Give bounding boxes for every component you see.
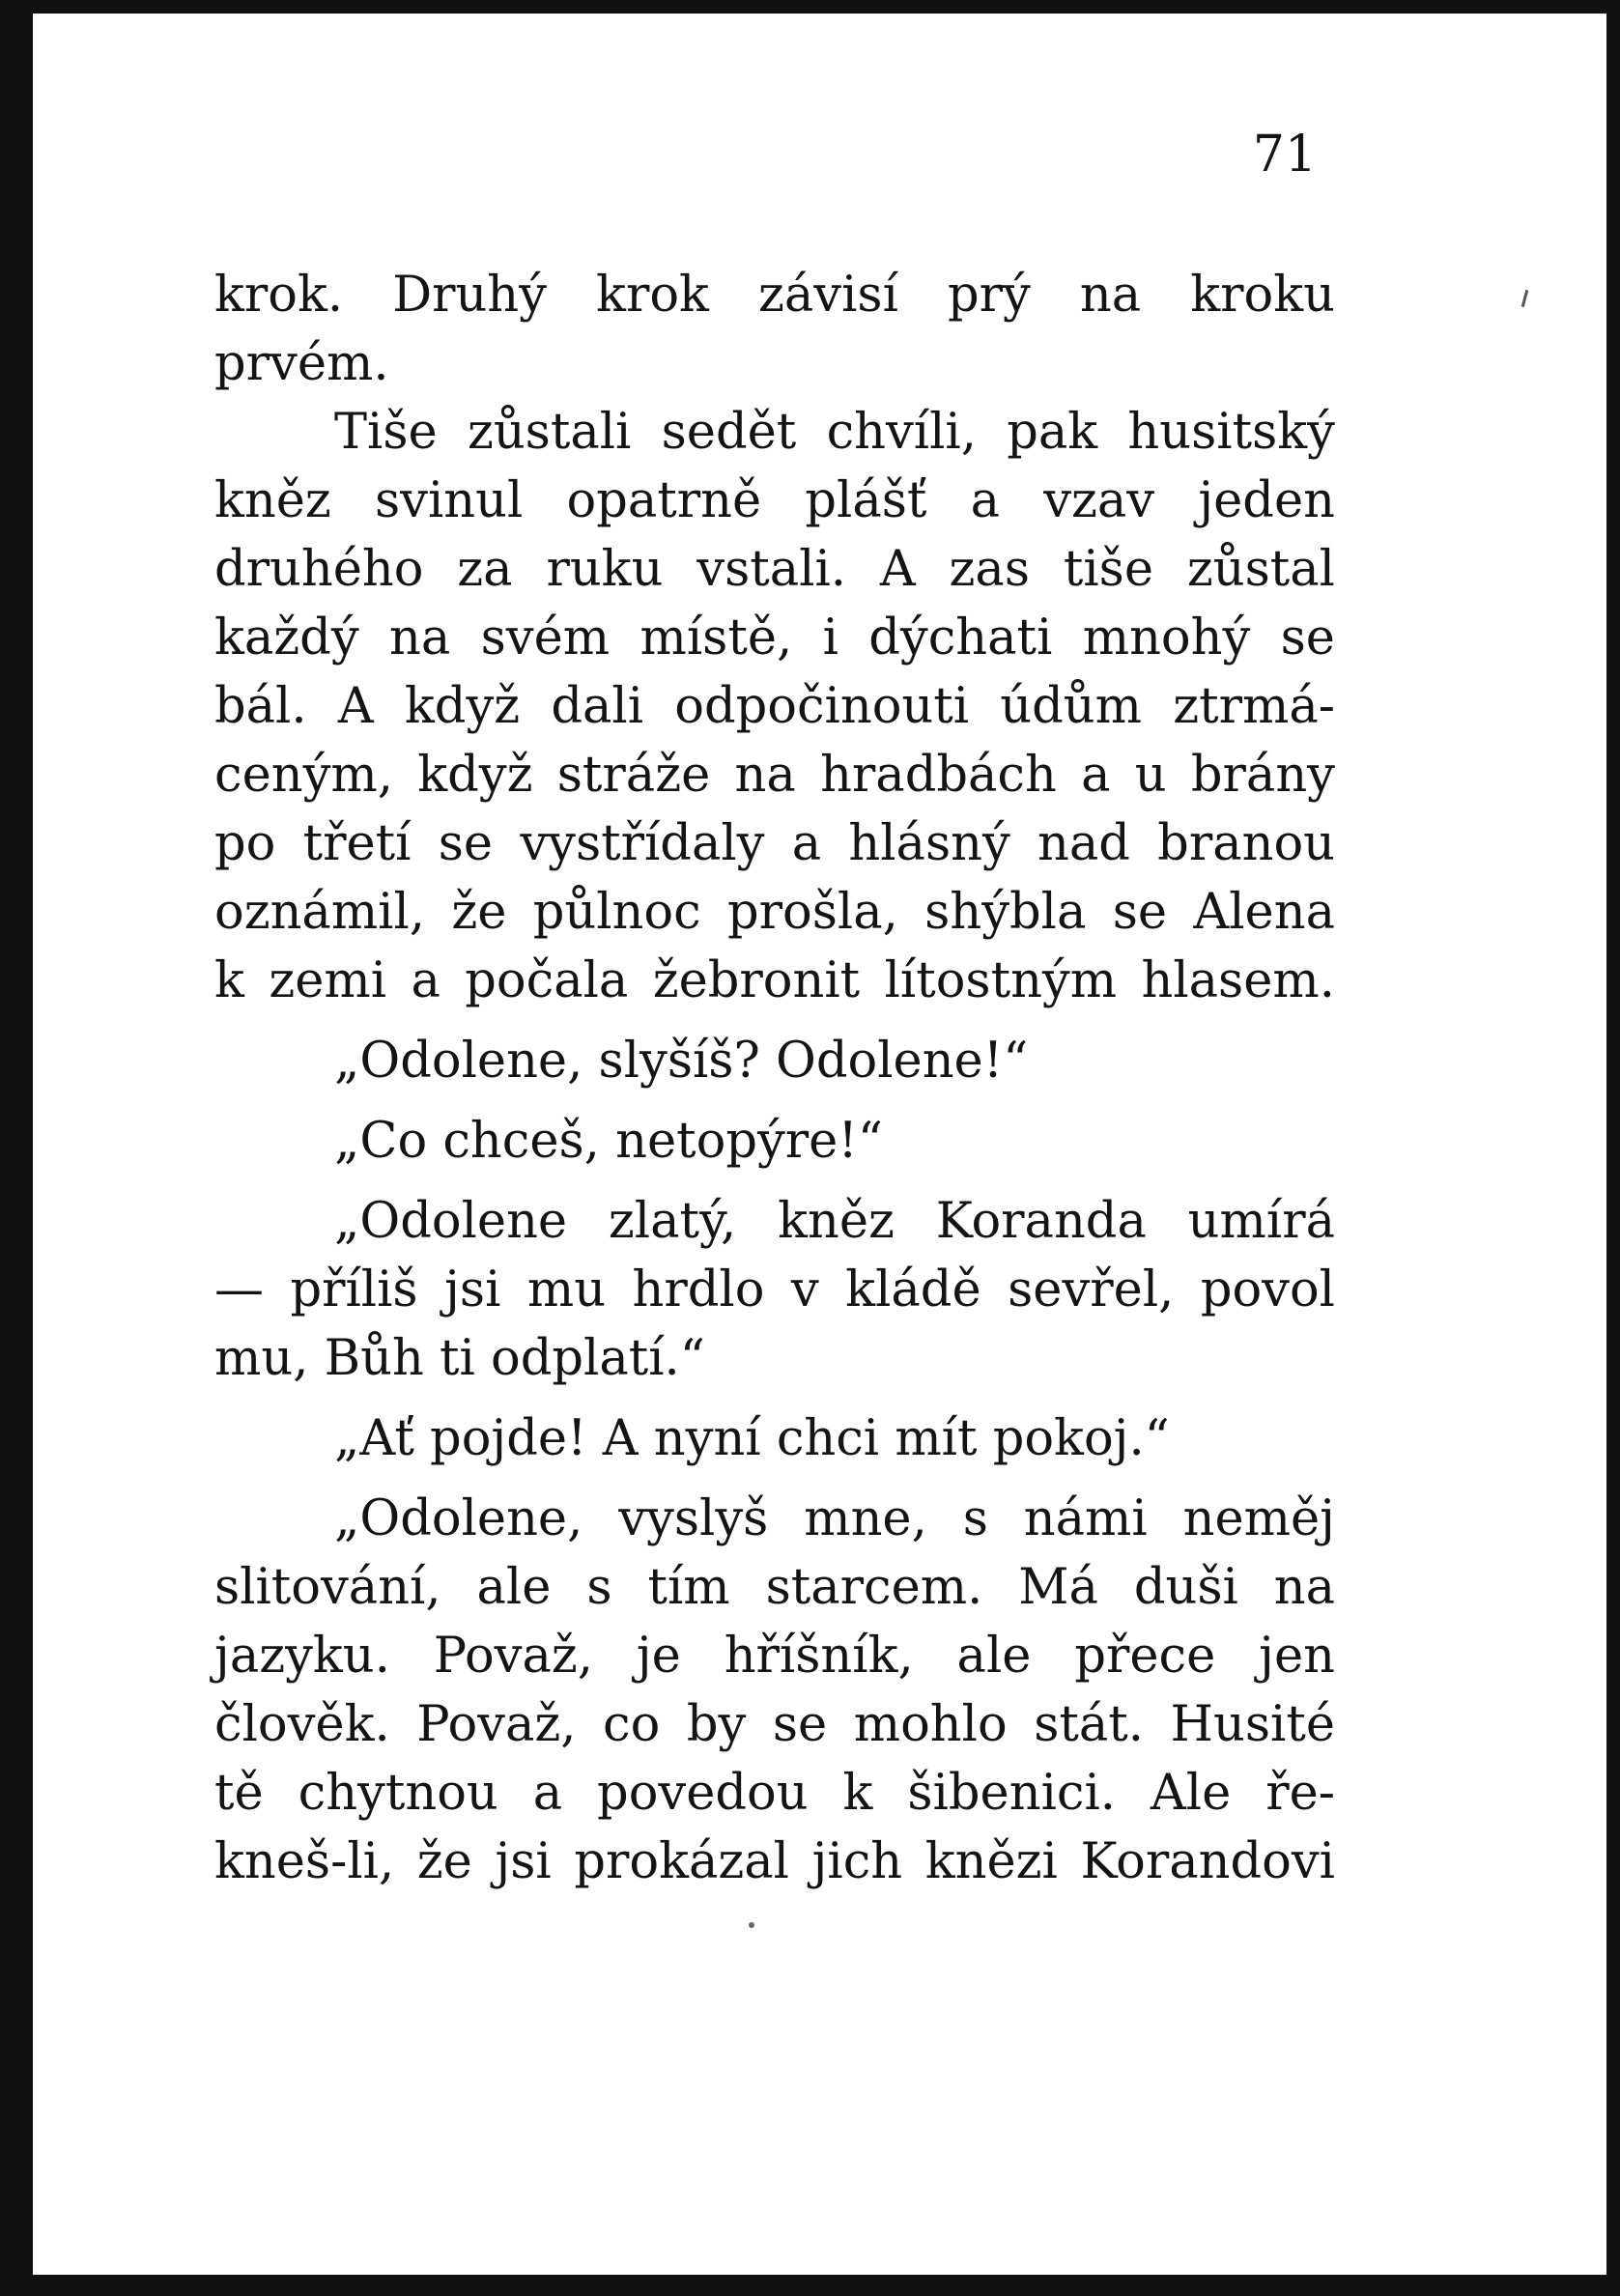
text-line: „Co chceš, netopýre!“ [334, 1113, 883, 1170]
text-line: k zemi a počala žebronit lítostným hlasem. [214, 952, 1335, 1009]
text-line: jazyku. Považ, je hříšník, ale přece jen [214, 1628, 1335, 1685]
text-line: krok. Druhý krok závisí prý na kroku [214, 267, 1335, 324]
text-line: — příliš jsi mu hrdlo v kládě sevřel, povol [214, 1261, 1335, 1318]
scan-speck [1521, 290, 1529, 307]
text-line: kněz svinul opatrně plášť a vzav jeden [214, 472, 1335, 529]
scan-edge-top [0, 0, 1620, 14]
text-line: kneš-li, že jsi prokázal jich knězi Korandovi [214, 1833, 1335, 1890]
text-line: oznámil, že půlnoc prošla, shýbla se Alena [214, 884, 1335, 941]
text-line: druhého za ruku vstali. A zas tiše zůstal [214, 541, 1335, 598]
text-line: tě chytnou a povedou k šibenici. Ale ře- [214, 1765, 1335, 1822]
text-line: ceným, když stráže na hradbách a u brány [214, 747, 1335, 804]
page-number: 71 [1252, 126, 1318, 184]
text-line: „Odolene, vyslyš mne, s námi neměj [334, 1490, 1335, 1547]
text-line: bál. A když dali odpočinouti údům ztrmá- [214, 678, 1335, 735]
text-line: každý na svém místě, i dýchati mnohý se [214, 609, 1335, 666]
text-line: člověk. Považ, co by se mohlo stát. Husité [214, 1696, 1335, 1753]
text-line: mu, Bůh ti odplatí.“ [214, 1330, 705, 1387]
text-line: slitování, ale s tím starcem. Má duši na [214, 1559, 1335, 1616]
text-line: „Odolene zlatý, kněz Koranda umírá [334, 1193, 1335, 1250]
scan-edge-right [1606, 0, 1620, 2296]
scan-edge-left [0, 0, 33, 2296]
text-line: Tiše zůstali sedět chvíli, pak husitský [334, 404, 1335, 461]
scan-speck [749, 1922, 754, 1928]
text-line: prvém. [214, 335, 389, 392]
scan-edge-bottom [0, 2275, 1620, 2296]
text-line: „Ať pojde! A nyní chci mít pokoj.“ [334, 1410, 1170, 1467]
page-text [214, 261, 1335, 1896]
text-line: po třetí se vystřídaly a hlásný nad branou [214, 815, 1335, 872]
text-line: „Odolene, slyšíš? Odolene!“ [334, 1033, 1029, 1090]
